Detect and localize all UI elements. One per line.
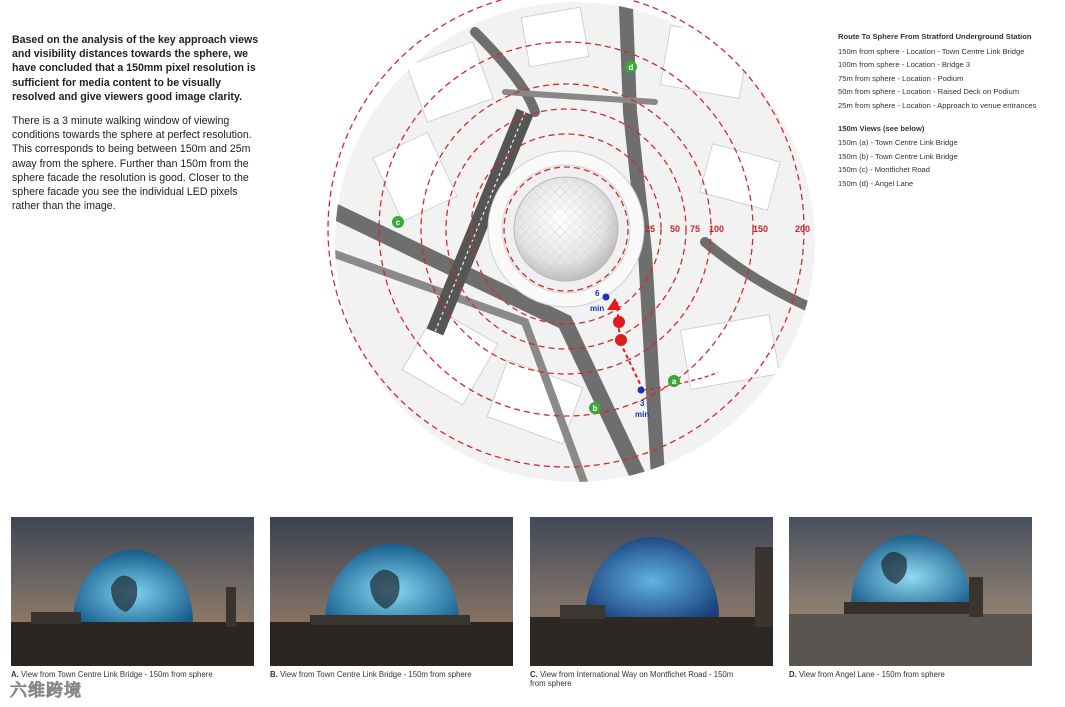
watermark: 六维跨境 (10, 681, 82, 700)
time-label-3-num: 3 (640, 399, 645, 408)
photo-view-c (530, 517, 773, 666)
route-item: 75m from sphere - Location - Podium (838, 73, 964, 83)
route-item: 50m from sphere - Location - Raised Deck on Podium (838, 87, 1020, 97)
viewpoint-b-marker (589, 402, 601, 414)
ring-label-25: 25 (645, 224, 656, 234)
viewpoint-c-label: c (395, 218, 401, 227)
caption-b (270, 671, 515, 680)
viewpoint-d-label: d (628, 63, 634, 72)
site-map (325, 0, 825, 492)
route-item: 100m from sphere - Location - Bridge 3 (838, 60, 971, 70)
time-label-6-num: 6 (595, 289, 600, 298)
viewpoint-a-label: a (671, 377, 677, 386)
photo-view-d (789, 517, 1032, 666)
intro-body: There is a 3 minute walking window of viewing conditions towards the sphere at perfect resolution. This corresponds to being between 150m and 25m away from the sphere. Further than 150m from the sphere facade the resolution is good. Closer to the sphere facade you see the individual LED pixels rather than the image. (12, 115, 252, 213)
caption-d (789, 671, 1034, 680)
viewpoint-d-marker (625, 61, 637, 73)
view-item: 150m (b) - Town Centre Link Bridge (838, 151, 958, 161)
caption-letter: C. (530, 670, 538, 679)
ring-label-50: 50 (670, 224, 681, 234)
route-item: 150m from sphere - Location - Town Centre Link Bridge (838, 46, 1025, 56)
caption-c (530, 671, 745, 689)
photo-view-b (270, 517, 513, 666)
ring-label-75: 75 (690, 224, 701, 234)
viewpoint-a-marker (668, 375, 680, 387)
route-item: 25m from sphere - Location - Approach to venue entrances (838, 100, 1037, 110)
time-label-3-unit: min (635, 410, 650, 419)
viewpoint-c-marker (392, 216, 404, 228)
viewpoint-b-label: b (592, 404, 598, 413)
caption-text: View from International Way on Montfichet Road - 150m from sphere (530, 670, 734, 688)
sphere (514, 177, 618, 281)
ring-label-100: 100 (709, 224, 725, 234)
caption-letter: D. (789, 670, 797, 679)
caption-text: View from Angel Lane - 150m from sphere (796, 670, 945, 679)
intro-text (12, 33, 262, 213)
time-label-6-unit: min (590, 304, 605, 313)
caption-letter: A. (11, 670, 19, 679)
caption-text: View from Town Centre Link Bridge - 150m from sphere (277, 670, 472, 679)
view-item: 150m (d) - Angel Lane (838, 178, 914, 188)
intro-lead: Based on the analysis of the key approach views and visibility distances towards the sphere, we have concluded that a 150mm pixel resolution is sufficient for media content to be visually resolved and give viewers good image clarity. (12, 34, 259, 103)
ring-label-200: 200 (795, 224, 811, 234)
photo-view-a (11, 517, 254, 666)
caption-letter: B. (270, 670, 278, 679)
view-item: 150m (a) - Town Centre Link Bridge (838, 138, 958, 148)
route-heading: Route To Sphere From Stratford Underground Station (838, 32, 1032, 41)
view-item: 150m (c) - Montfichet Road (838, 165, 931, 175)
caption-text: View from Town Centre Link Bridge - 150m from sphere (18, 670, 213, 679)
route-legend (838, 33, 1048, 194)
views-heading: 150m Views (see below) (838, 123, 925, 133)
ring-label-150: 150 (753, 224, 769, 234)
